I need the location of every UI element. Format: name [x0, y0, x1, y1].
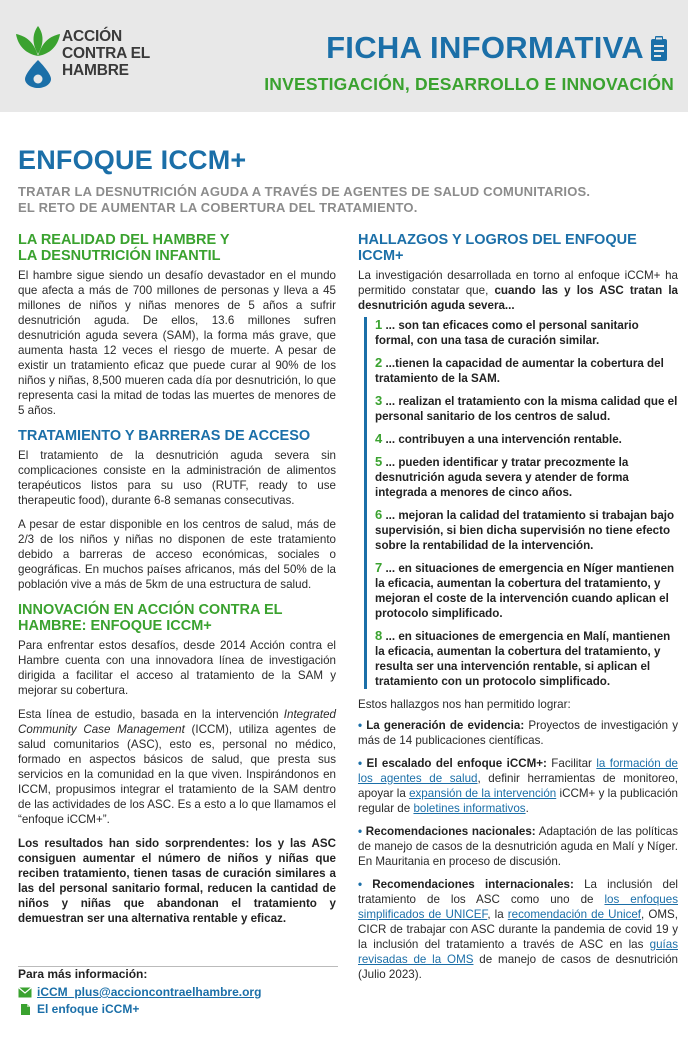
more-info-box: [18, 966, 338, 1019]
achievements-intro: Estos hallazgos nos han permitido lograr:: [358, 698, 571, 711]
finding-text: ...tienen la capacidad de aumentar la cobertura del tratamiento de la SAM.: [375, 357, 664, 385]
paragraph: El hambre sigue siendo un desafío devastador en el mundo que afecta a más de 700 millones de personas y lleva a 45 millones de niños y niñas menores de 5 años a sufrir desnutrición aguda. De ellos, 13.6 millones sufren desnutrición aguda severa (SAM), la forma más grave, que aumenta hasta 12 veces el riesgo de muerte. A pesar de existir un tratamiento eficaz que puede curar al 90% de los niños y niñas, 8,500 mueren cada día por desnutrición, lo que representa casi la mitad de todas las muertes de menores de 5 años.: [18, 269, 336, 417]
text-run: Proyectos de investigación y más de 14 publicaciones científicas.: [358, 719, 678, 747]
page-subtitle-line-1: TRATAR LA DESNUTRICIÓN AGUDA A TRAVÉS DE AGENTES DE SALUD COMUNITARIOS.: [18, 184, 591, 199]
section-treatment-barriers: [18, 428, 336, 592]
document-row: [18, 1002, 338, 1016]
finding-number: 3: [375, 393, 383, 408]
right-column: [358, 232, 678, 990]
text-run: (ICCM), utiliza agentes de salud comunitarios (ASC), esto es, personal no médico, formado en aspectos básicos de salud, que presta sus servicios en la comunidad en la que viven. Inspirándonos en ICCM, propusimos integrar el tratamiento de la SAM dentro de las actividades de los ASC. Es a esto a lo que llamamos el “enfoque iCCM+”.: [18, 723, 337, 826]
more-info-title: Para más información:: [18, 967, 148, 981]
unicef-approaches-link[interactable]: los enfoques simplificados de UNICEF: [358, 893, 678, 921]
finding-text: ... en situaciones de emergencia en Malí, mantienen la eficacia, aumentan la cobertura del tratamiento, y resulta ser una intervención rentable, si aplican el tratamiento con un protocolo simplificado.: [375, 630, 671, 688]
finding-item: [375, 355, 678, 386]
results-paragraph: [18, 836, 336, 926]
text-run: , definir herramientas de monitoreo, apoyar la: [358, 772, 678, 800]
leaf-drop-logo-icon: [14, 26, 62, 88]
expansion-link[interactable]: expansión de la intervención: [409, 787, 557, 800]
email-row: [18, 985, 338, 999]
iccm-document-link[interactable]: El enfoque iCCM+: [37, 1002, 140, 1016]
text-run: .: [525, 802, 529, 815]
logo-wordmark: [62, 28, 150, 79]
findings-list: [364, 317, 678, 689]
bold-text: El escalado del enfoque iCCM+:: [366, 757, 547, 770]
finding-item: [375, 628, 678, 689]
findings-intro: [358, 268, 678, 313]
paragraph: A pesar de estar disponible en los centros de salud, más de 2/3 de los niños y niñas no disponen de este tratamiento debido a barreras de acceso económicas, sociales o geográficas. En muchos países africanos, más del 50% de la población vive a más de 5km de una estructura de salud.: [18, 518, 336, 591]
finding-number: 4: [375, 431, 383, 446]
text-run: de manejo de casos de desnutrición (Julio 2023).: [358, 953, 678, 981]
achievement-item: [358, 756, 678, 816]
finding-item: [375, 393, 678, 424]
section-innovation: [18, 602, 336, 926]
document-category-subtitle: INVESTIGACIÓN, DESARROLLO E INNOVACIÓN: [264, 74, 674, 94]
page-subtitle: [18, 184, 658, 216]
achievement-item: [358, 718, 678, 748]
paragraph: Para enfrentar estos desafíos, desde 2014 Acción contra el Hambre cuenta con una innovadora línea de investigación dirigida a facilitar el acceso al tratamiento de la SAM y mejorar su cobertura.: [18, 639, 336, 697]
text-run: La inclusión del tratamiento de los ASC como uno de: [358, 878, 678, 906]
finding-number: 2: [375, 355, 383, 370]
finding-number: 8: [375, 628, 383, 643]
finding-text: ... mejoran la calidad del tratamiento si trabajan bajo supervisión, si bien dicha supervisión no tiene efecto sobre la rentabilidad de la intervención.: [375, 509, 675, 552]
section-hunger-reality: [18, 232, 336, 418]
bullet-icon: •: [358, 878, 363, 891]
bullet-icon: •: [358, 757, 363, 770]
logo-line-2: CONTRA EL: [62, 45, 151, 62]
finding-item: [375, 431, 678, 447]
finding-text: ... en situaciones de emergencia en Níger mantienen la eficacia, aumentan la cobertura del tratamiento, y mejoran el coste de la intervención cuando aplican el protocolo simplificado.: [375, 562, 675, 620]
finding-item: [375, 317, 678, 348]
heading-line: LA DESNUTRICIÓN INFANTIL: [18, 248, 221, 264]
text-run: La investigación desarrollada en torno al enfoque iCCM+ ha permitido constatar que,: [358, 269, 678, 297]
finding-text: ... son tan eficaces como el personal sanitario formal, con una tasa de curación similar.: [375, 319, 639, 347]
bold-text: Los resultados han sido sorprendentes: los y las ASC consiguen aumentar el número de niños y niñas que reciben tratamiento, tienen tasas de curación similares a las del personal sanitario formal, reducen la cantidad de niños y niñas que abandonan el tratamiento y demuestran ser una alternativa rentable y eficaz.: [18, 837, 336, 925]
section-heading-innovation: [18, 602, 336, 634]
finding-item: [375, 454, 678, 500]
document-icon: [18, 1004, 32, 1015]
text-run: iCCM+ y la publicación regular de: [358, 787, 678, 815]
logo-line-1: ACCIÓN: [62, 28, 122, 45]
text-run: Adaptación de las políticas de manejo de casos de la desnutrición aguda en Malí y Níger. En Mauritania en proceso de discusión.: [358, 825, 678, 868]
emphasis-text: Integrated Community Case Management: [18, 708, 336, 736]
finding-number: 7: [375, 560, 383, 575]
email-link[interactable]: iCCM_plus@accioncontraelhambre.org: [37, 985, 262, 999]
who-guidelines-link[interactable]: guías revisadas de la OMS: [358, 938, 678, 966]
text-run: Esta línea de estudio, basada en la intervención: [18, 708, 284, 721]
bullet-icon: •: [358, 825, 363, 838]
page-subtitle-line-2: EL RETO DE AUMENTAR LA COBERTURA DEL TRATAMIENTO.: [18, 200, 418, 215]
logo-line-3: HAMBRE: [62, 62, 129, 79]
organization-logo: [14, 22, 154, 102]
finding-text: ... pueden identificar y tratar precozmente la desnutrición aguda severa y atender de forma integrada a menores de cinco años.: [375, 456, 629, 499]
page-title: ENFOQUE ICCM+: [18, 145, 247, 175]
bold-text: Recomendaciones internacionales:: [372, 878, 574, 891]
bold-text: Recomendaciones nacionales:: [365, 825, 536, 838]
finding-item: [375, 507, 678, 553]
finding-text: ... contribuyen a una intervención rentable.: [382, 433, 622, 446]
paragraph: El tratamiento de la desnutrición aguda severa sin complicaciones consiste en la administración de alimentos terapéuticos listos para su uso (RUTF, ready to use therapeutic food), durante 6-8 semanas consecutivas.: [18, 449, 336, 507]
bulletins-link[interactable]: boletines informativos: [413, 802, 526, 815]
unicef-recommendation-link[interactable]: recomendación de Unicef: [507, 908, 642, 921]
finding-number: 5: [375, 454, 383, 469]
clipboard-icon: [650, 36, 668, 62]
text-run: Facilitar: [546, 757, 597, 770]
finding-number: 1: [375, 317, 383, 332]
document-type-title: FICHA INFORMATIVA: [326, 30, 644, 65]
finding-text: ... realizan el tratamiento con la misma calidad que el personal sanitario de los centros de salud.: [375, 395, 678, 423]
heading-line: LA REALIDAD DEL HAMBRE Y: [18, 232, 230, 248]
section-heading-hunger-reality: [18, 232, 336, 264]
bold-text: cuando las y los ASC tratan la desnutrición aguda severa...: [358, 284, 678, 312]
finding-number: 6: [375, 507, 383, 522]
text-run: , OMS, CICR de trabajar con ASC durante la pandemia de covid 19 y la inclusión del tratamiento a través de ASC en las: [358, 908, 679, 951]
achievement-item: [358, 824, 678, 869]
left-column: [18, 232, 336, 936]
heading-line: INNOVACIÓN EN ACCIÓN CONTRA EL: [18, 602, 283, 618]
finding-item: [375, 560, 678, 621]
header-band: [0, 0, 688, 112]
section-heading-findings: HALLAZGOS Y LOGROS DEL ENFOQUE ICCM+: [358, 232, 637, 264]
text-run: , la: [487, 908, 508, 921]
envelope-icon: [18, 987, 32, 998]
paragraph: [18, 707, 336, 827]
heading-line: HAMBRE: ENFOQUE ICCM+: [18, 618, 212, 634]
training-link[interactable]: la formación de los agentes de salud: [358, 757, 678, 785]
bold-text: La generación de evidencia:: [366, 719, 525, 732]
bullet-icon: •: [358, 719, 363, 732]
achievement-item: [358, 877, 678, 982]
section-heading-treatment-barriers: TRATAMIENTO Y BARRERAS DE ACCESO: [18, 428, 311, 444]
